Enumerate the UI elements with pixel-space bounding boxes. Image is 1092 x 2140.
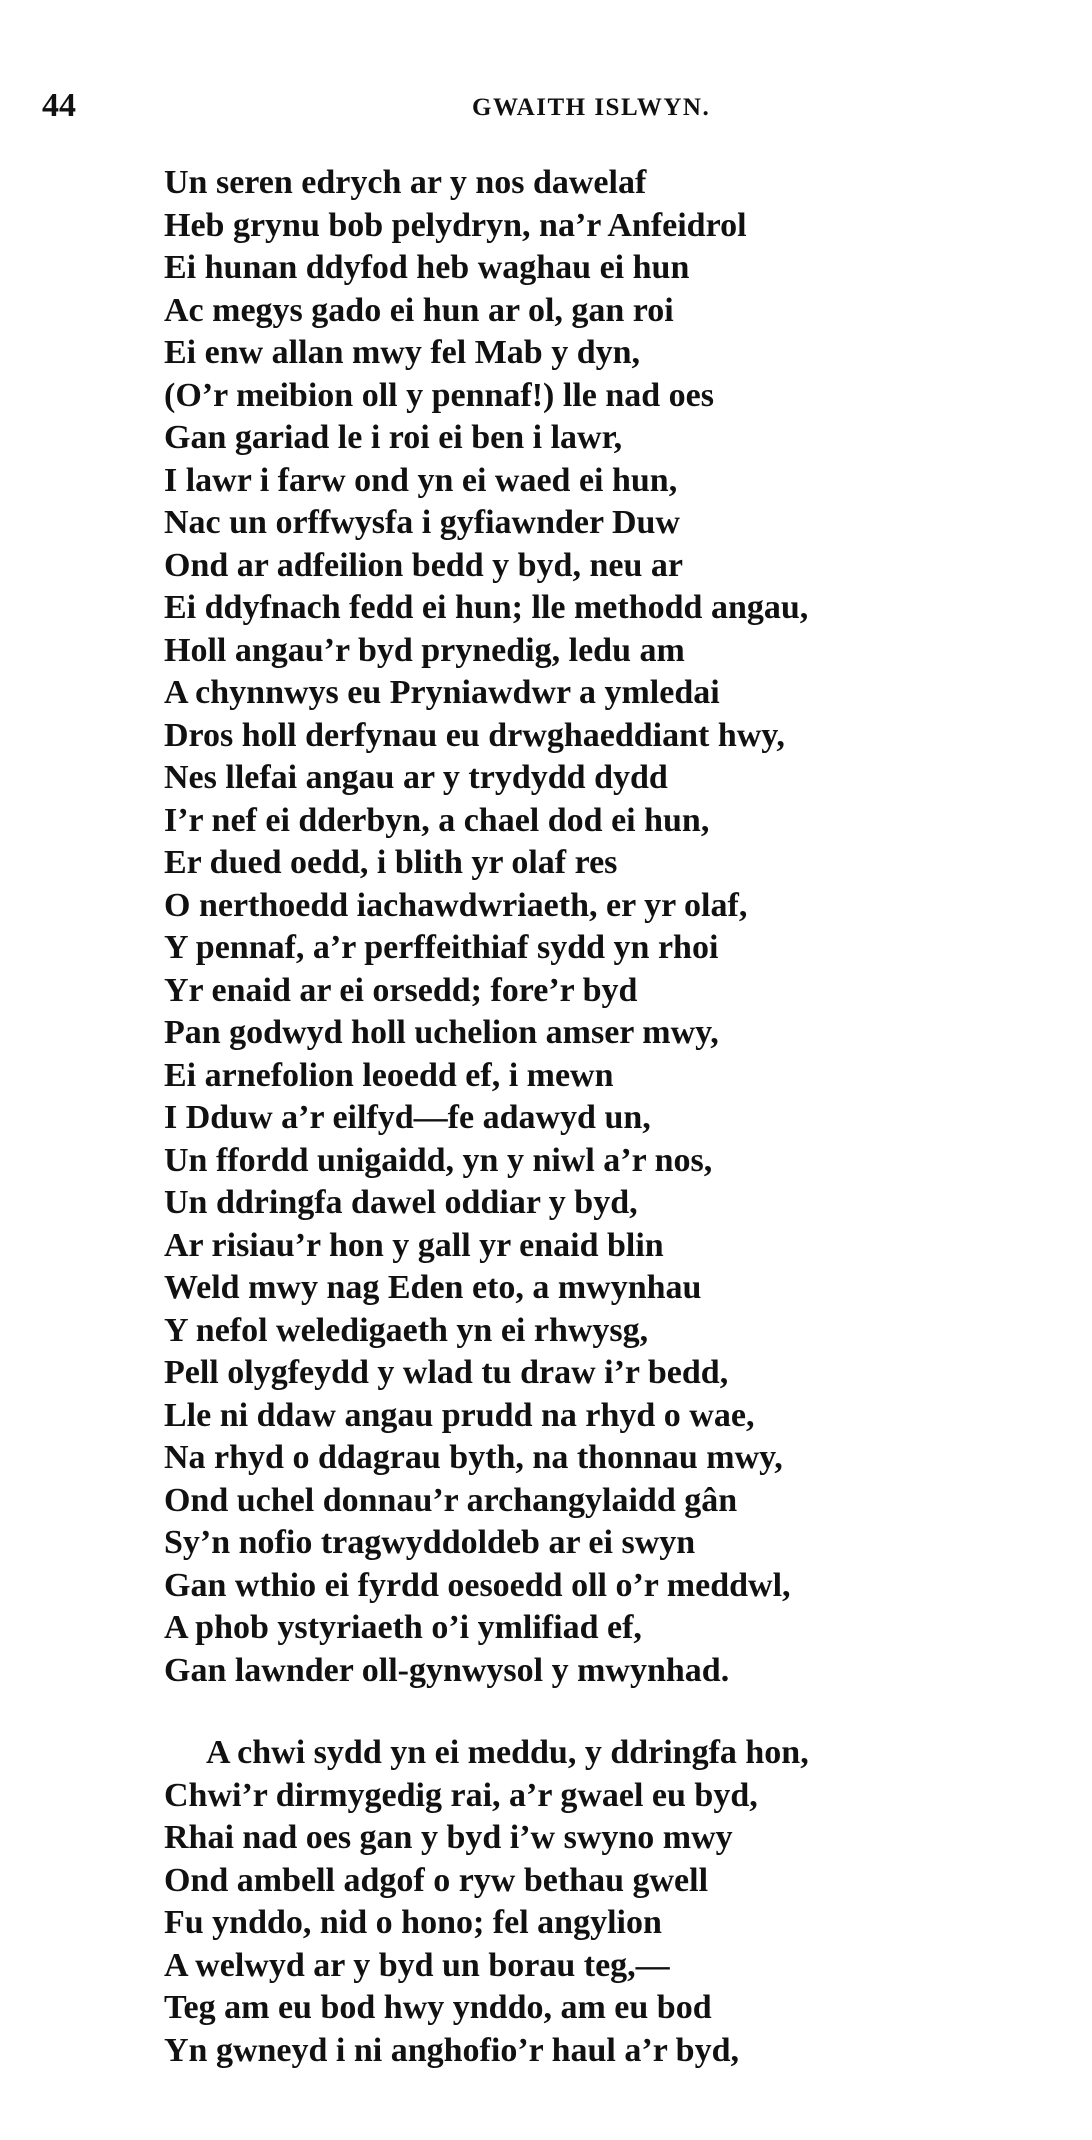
stanza [164,162,1044,1692]
poem-line: Y nefol weledigaeth yn ei rhwysg, [164,1311,649,1349]
poem-body [164,162,1044,2072]
poem-line: Un ffordd unigaidd, yn y niwl a’r nos, [164,1141,713,1179]
poem-line: Gan gariad le i roi ei ben i lawr, [164,419,623,456]
poem-line: I’r nef ei dderbyn, a chael dod ei hun, [164,801,710,839]
poem-line: Gan lawnder oll-gynwysol y mwynhad. [164,1651,730,1689]
poem-line: A chwi sydd yn ei meddu, y ddringfa hon, [206,1734,809,1771]
poem-line: Nes llefai angau ar y trydydd dydd [164,759,668,796]
poem-line: Ac megys gado ei hun ar ol, gan roi [164,291,674,329]
running-title: GWAITH ISLWYN. [472,94,711,121]
poem-line: Pan godwyd holl uchelion amser mwy, [164,1014,719,1051]
stanza [164,1732,1044,2072]
poem-line: Heb grynu bob pelydryn, na’r Anfeidrol [164,206,747,244]
poem-line: Holl angau’r byd prynedig, ledu am [164,631,685,669]
poem-line: Pell olygfeydd y wlad tu draw i’r bedd, [164,1354,729,1391]
poem-line: Sy’n nofio tragwyddoldeb ar ei swyn [164,1524,696,1561]
poem-line: Yr enaid ar ei orsedd; fore’r byd [164,971,638,1009]
poem-line: Y pennaf, a’r perffeithiaf sydd yn rhoi [164,929,719,966]
running-head [42,86,802,126]
poem-line: I lawr i farw ond yn ei waed ei hun, [164,461,678,499]
poem-line: Lle ni ddaw angau prudd na rhyd o wae, [164,1396,755,1434]
poem-line: Un seren edrych ar y nos dawelaf [164,164,647,201]
poem-line: Ei hunan ddyfod heb waghau ei hun [164,249,690,286]
poem-line: I Dduw a’r eilfyd—fe adawyd un, [164,1099,651,1136]
poem-line: Rhai nad oes gan y byd i’w swyno mwy [164,1819,733,1856]
poem-line: Ond ambell adgof o ryw bethau gwell [164,1861,709,1899]
poem-line: A welwyd ar y byd un borau teg,— [164,1946,670,1984]
poem-line: Ar risiau’r hon y gall yr enaid blin [164,1226,664,1264]
poem-line: Un ddringfa dawel oddiar y byd, [164,1184,638,1221]
poem-line: O nerthoedd iachawdwriaeth, er yr olaf, [164,886,748,924]
poem-line: Na rhyd o ddagrau byth, na thonnau mwy, [164,1439,783,1476]
poem-line: Dros holl derfynau eu drwghaeddiant hwy, [164,716,785,754]
poem-line: Nac un orffwysfa i gyfiawnder Duw [164,504,680,541]
poem-line: Er dued oedd, i blith yr olaf res [164,844,618,881]
page-number: 44 [42,87,76,124]
poem-line: Ei enw allan mwy fel Mab y dyn, [164,334,641,371]
poem-line: A phob ystyriaeth o’i ymlifiad ef, [164,1609,642,1646]
poem-line: Ei arnefolion leoedd ef, i mewn [164,1056,614,1094]
poem-line: Ond ar adfeilion bedd y byd, neu ar [164,546,683,584]
poem-line: Chwi’r dirmygedig rai, a’r gwael eu byd, [164,1776,758,1814]
poem-line: Ond uchel donnau’r archangylaidd gân [164,1481,738,1519]
poem-line: Ei ddyfnach fedd ei hun; lle methodd angau, [164,589,809,626]
poem-line: Gan wthio ei fyrdd oesoedd oll o’r meddwl, [164,1566,791,1604]
poem-line: Weld mwy nag Eden eto, a mwynhau [164,1269,702,1306]
poem-line: Fu ynddo, nid o hono; fel angylion [164,1904,662,1941]
poem-line: Teg am eu bod hwy ynddo, am eu bod [164,1989,712,2026]
poem-line: A chynnwys eu Pryniawdwr a ymledai [164,674,720,711]
poem-line: Yn gwneyd i ni anghofio’r haul a’r byd, [164,2031,739,2069]
poem-line: (O’r meibion oll y pennaf!) lle nad oes [164,376,714,414]
